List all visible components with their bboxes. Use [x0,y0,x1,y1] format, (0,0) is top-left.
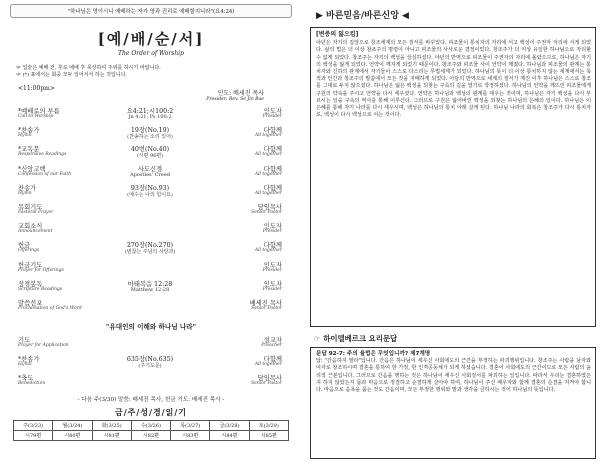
item-name: *찬송가 [18,127,40,135]
item-leader: 배세진 목사 [249,299,282,307]
worship-item [14,298,286,317]
worship-item [14,221,286,240]
worship-item [14,164,286,183]
reading-chapter: 시83편 [171,430,210,440]
item-name: 찬송가 [18,184,37,192]
item-leader-en: All together [254,362,282,368]
item-leader: 인도자 [263,108,282,115]
item-name: *찬송가 [18,356,40,364]
item-name-en: Hymn [18,133,32,139]
item-leader: 설교자 [263,337,282,345]
item-name-en: Prayer for Application [18,343,69,349]
item-detail-sub: Matthew 12:28 [130,286,170,293]
worship-item [14,279,286,298]
worship-item [14,240,286,259]
item-leader: 다함께 [263,242,282,250]
worship-item [14,354,286,373]
item-name-en: Hymn [18,362,32,368]
worship-items-after [14,335,286,393]
faith-column [310,4,596,460]
worship-item [14,144,286,163]
item-detail-sub: Apostles' Creed [130,171,170,178]
item-name-en: Confession of our Faith [18,171,72,177]
reading-chapter: 시80편 [53,430,92,440]
reading-chapter: 시79편 [14,430,53,440]
reading-chapter: 시84편 [210,430,249,440]
item-leader-en: Senior Pastor [251,209,282,215]
reading-day: 수(3/26) [131,420,170,430]
item-leader-en: All together [254,133,282,139]
item-detail: 270장(No.270) [126,242,174,250]
page-title: [예/배/순/서] [97,30,205,48]
item-name: 기도 [18,337,31,345]
item-leader-en: All together [254,190,282,196]
item-leader: 담임목사 [257,203,282,211]
item-leader-en: Presider [262,286,282,292]
item-detail: 사도신경 [137,165,163,173]
item-detail-sub: (시편 96편) [136,153,164,160]
worship-order-column [6,4,296,460]
item-leader: 담임목사 [257,375,282,383]
catechism-answer: 답: "간음하지 말라"입니다. 간음은 하나님이 세우신 사회에도의 근간을 부정하는 파괴행위입니다. 창조주는 사람을 남자와 여자로 창조하시며 결혼을 통하여 한 가정, 한 인격공동체가 되게 하셨습니다. 결혼이 사회에도의 근간이므로 모든 사람의 윤리적 근본입니다. 그러므로 간음을 행하는 것은 하나님이 세우신 사회질서를 파괴하는 일입니다. 따라서 우리는 결혼하였든지 하지 않았든지 몸과 마음으로 정결하고 순결하게 살아야 하며, 하나님이 주신 배우자와 함께 결혼의 순결을 지켜야 합니다. 마음으로 음욕을 품는 것도 간음이며, 모든 부정한 행위와 말과 생각을 금하시는 것이 하나님의 뜻입니다. [316,358,591,394]
item-name: 말씀선포 [18,299,43,307]
item-name-en: Scripture Readings [18,286,63,292]
item-leader-en: Presider [262,267,282,273]
reading-chapter: 시82편 [131,430,170,440]
item-name-en: Hymn [18,190,32,196]
presider: 인도: 배세진 목사 [217,90,264,97]
item-name-en: Call to Worship [18,114,54,119]
item-leader-en: Senior Pastor [251,381,282,387]
item-name-en: Prayer for Offerings [18,267,64,273]
item-leader: 인도자 [263,223,282,231]
item-detail: 19장(No.19) [130,127,170,135]
reading-title: 금/주/성/경/읽/기 [115,406,187,417]
note-line: ☞ 입술은 예배 전, 후로 예배 후 묵상하여 주위를 하시기 바랍니다. [16,65,161,71]
reading-day: 화(3/25) [92,420,131,430]
reading-day: 월(3/24) [53,420,92,430]
item-leader-en: Presider [262,229,282,235]
worship-item [14,183,286,202]
item-name: *축도 [18,375,34,383]
item-name: 목회기도 [18,203,43,211]
item-leader-en: Senior Pastor [251,305,282,311]
item-name-en: Benediction [18,381,46,387]
reading-day: 주(3/23) [14,420,53,430]
item-leader: 인도자 [263,280,282,288]
presider-en: Presider: Rev. Se Jin Bae [206,97,264,102]
item-name-en: Proclamation of God's Word [18,305,82,311]
reading-day: 금(3/28) [210,420,249,430]
section-title: ▶ 바른믿음/바른신앙 ◀ [316,11,409,21]
item-name-en: Pastoral Prayer [18,209,54,215]
page-subtitle: The Order of Worship [118,50,184,57]
reading-chapter: 시85편 [249,430,288,440]
item-detail: 635장(No.635) [126,356,174,364]
reading-chapters-row [14,430,289,440]
reading-day: 토(3/29) [249,420,288,430]
catechism-title: ☞ 하이델베르크 요리문답 [314,334,398,343]
item-name-en: Responsive Readings [18,152,67,158]
item-detail: 93장(No.93) [130,184,170,192]
item-leader-en: Presider [262,114,282,119]
worship-item [14,335,286,354]
service-time: <11:00pm> [18,85,55,92]
item-detail: 40번(No.40) [130,146,170,154]
item-leader-en: All together [254,152,282,158]
item-leader: 다함께 [263,146,282,154]
catechism-question: 문답 92-7: 주의 율법은 무엇입니까? 제7계명 [316,351,431,357]
item-leader-en: Preacher [261,343,282,349]
item-detail-sub: (찬송하는 소리 있어) [127,134,173,141]
worship-item [14,125,286,144]
item-leader: 인도자 [263,261,282,269]
worship-item [14,106,286,125]
item-name: 성경봉독 [18,280,43,288]
item-name-en: Announcement [18,229,53,235]
item-detail-sub: Jn 4:21; Ps 100:2 [128,114,172,120]
item-detail-sub: (변찮는 주님의 사랑과) [124,249,176,256]
item-name: 헌금기도 [18,261,43,269]
sermon-title: "유대인의 이해와 하나님 나라" [105,323,197,332]
item-leader: 다함께 [263,184,282,192]
next-week-notice: - 다음 주(3/30) 말씀: 배세진 목사, 헌금 기도: 배세진 목사 - [77,396,225,403]
worship-item [14,202,286,221]
item-detail-sub: (주기도문) [138,363,162,370]
item-leader-en: All together [254,248,282,254]
worship-items [14,106,286,317]
item-leader: 다함께 [263,165,282,173]
article-text: 야년은 자기의 집앞으로 창조세계의 모든 질서를 바꾸었다. 피조물이 통치자의 자리에 서고 백성이 주권자 자리에 서게 되었다. 삶의 법은 더 이상 창조주의 명령이 아니고 피조물의 사사로운 결정이었다. 창조주가 더 이상 유일한 하나님으로 자리할 수 없게 되었다. 창조주는 자기의 백성을 상실하셨다. 야년의 반역으로 피조물이 주권자의 자리에 올랐으므로, 하나님은 자기의 백성을 잃게 되었다. 언약이 깨지게 되었기 때문이다. 창조주와 피조물 사이 언약이 깨졌다. 하나님과 피조물의 관계는 통치자와 신하의 관계에서 자기들이 스스로 다스리는 무법세계가 되었다. 하나님의 뜻이 더 이상 통치하지 않는 세계에서는 목적과 인간과 창조주의 말씀에서 모든 것을 지배하게 되었다. 아담의 반역으로 세계의 질서가 깨진 이후 하나님은 스스로 창조를 그대로 두지 않으셨다. 하나님은 잃은 백성을 되찾는 구속의 길을 열기로 작정하셨다. 하나님의 언약을 깨뜨린 피조물에게 구원의 약속을 주시고 언약을 다시 세우셨다. 언약은 하나님과 백성의 관계를 세우는 것이며, 하나님은 자기 백성을 다시 부르시는 일을 구속의 역사를 통해 이루신다. 그러므로 구원은 잃어버린 백성을 되찾는 하나님의 은혜의 일이다. 하나님은 이 은혜를 통해 자기 나라를 다시 세우시며, 백성은 하나님의 통치 아래 살게 된다. 하나님 나라의 회복은 창조주가 다시 통치자로, 백성이 다시 백성으로 서는 것이다. [316,40,591,119]
worship-item [14,260,286,279]
item-leader: 다함께 [263,127,282,135]
item-name: *교독문 [18,146,40,154]
reading-chapter: 시81편 [92,430,131,440]
article-box [310,27,596,327]
item-name: *예배로의 부름 [18,108,60,115]
reading-table [13,420,289,441]
item-name: *신앙고백 [18,165,46,173]
item-name: 헌금 [18,242,31,250]
item-leader: 다함께 [263,356,282,364]
item-detail-sub: (예수는 나의 힘이요) [127,191,173,198]
item-detail: 요4:21;시100:2 [126,108,174,115]
article-title: [변증의 잃으킴] [316,31,359,38]
item-name-en: Offerings [18,248,40,254]
reading-day: 목(3/27) [171,420,210,430]
reading-days-row [14,420,289,430]
item-leader-en: All together [254,171,282,177]
motto-banner: "하나님은 영이시니 예배하는 자가 영과 진리로 예배할지니라"(요4:24) [10,4,292,18]
item-name: 교회소식 [18,223,43,231]
worship-notes [16,65,286,79]
item-detail: 마태복음 12:28 [127,280,173,288]
note-line: ☞ (*) 표에서는 회중 모두 일어서서 하는 것입니다. [16,72,128,78]
catechism-box [310,347,596,459]
worship-item [14,373,286,392]
